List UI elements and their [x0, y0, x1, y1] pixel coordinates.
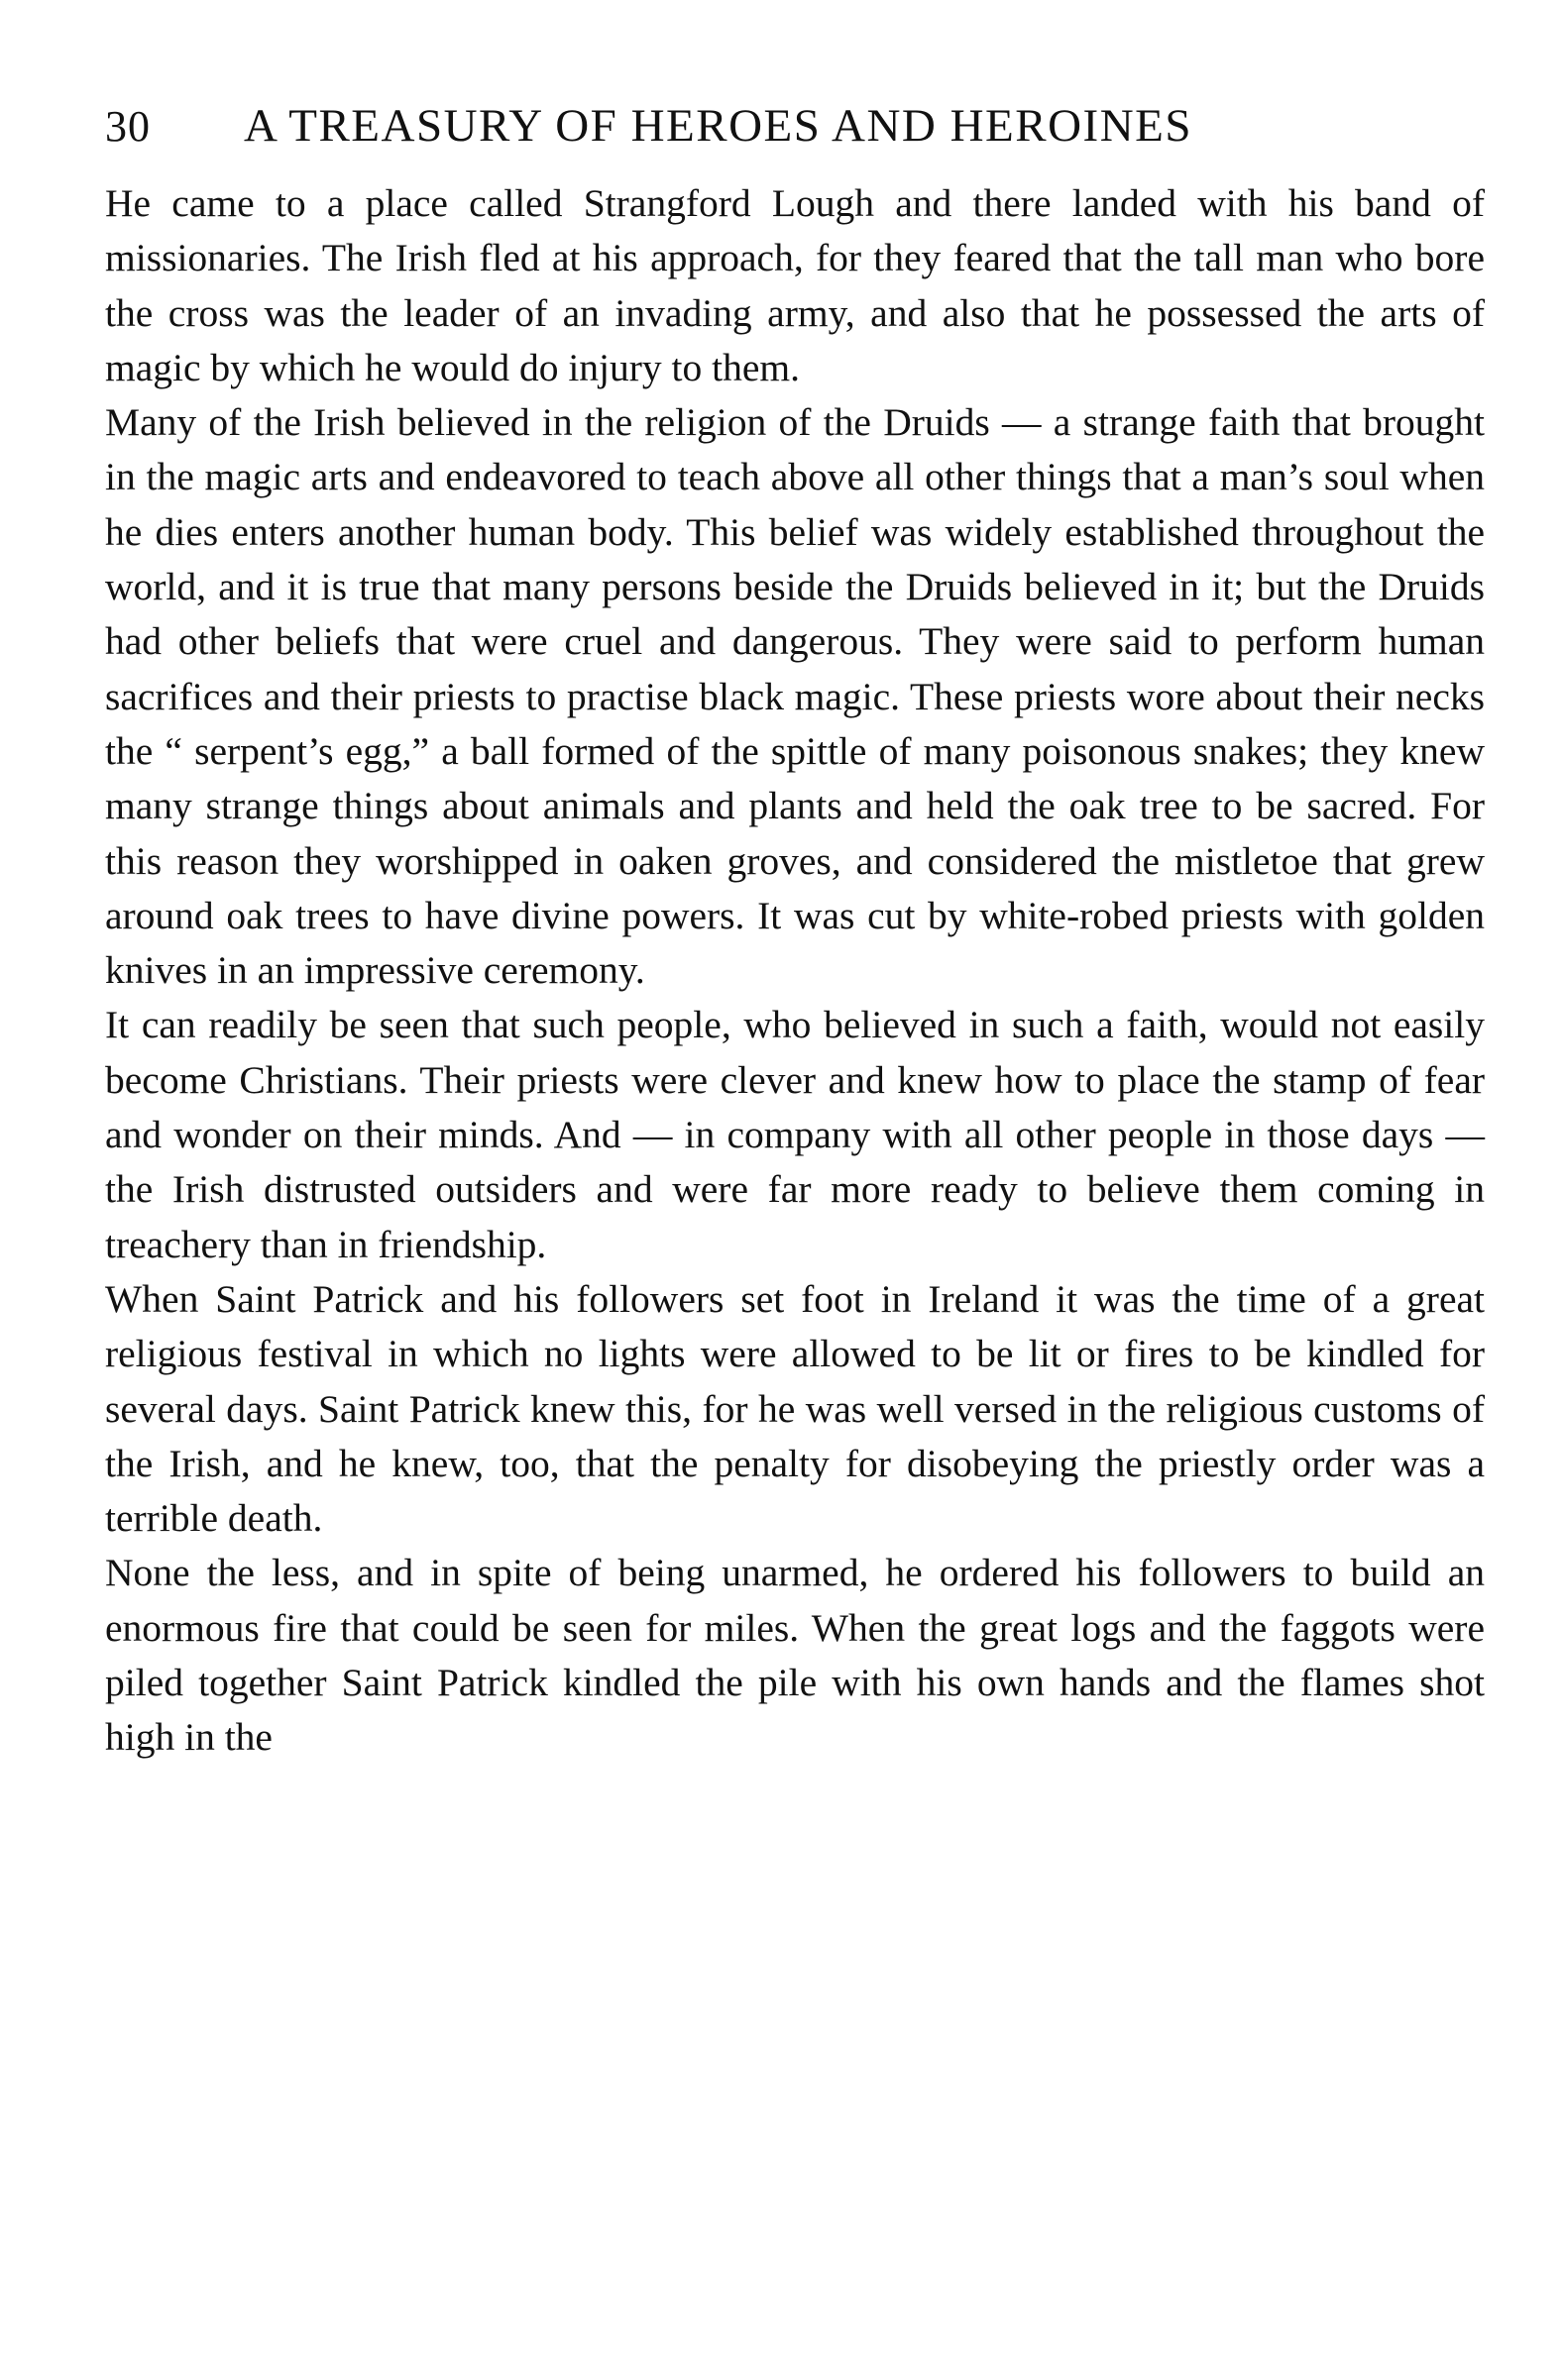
- paragraph-christians: It can readily be seen that such people, who believed in such a faith, would not easily become Christians. Their priests were clever and knew how to place the stamp of fear and wonder on their minds. And — in company with all other people in those days — the Irish distrusted outsiders and were far more ready to believe them coming in treachery than in friendship.: [105, 1003, 1485, 1266]
- paragraph-festival: When Saint Patrick and his followers set foot in Ireland it was the time of a great religious festival in which no lights were allowed to be lit or fires to be kindled for several days. Saint Patrick knew this, for he was well versed in the religious customs of the Irish, and he knew, too, that the penalty for disobeying the priestly order was a terrible death.: [105, 1276, 1485, 1541]
- paragraph-fire: None the less, and in spite of being unarmed, he ordered his followers to build an enormous fire that could be seen for miles. When the great logs and the faggots were piled together Saint Patrick kindled the pile with his own hands and the flames shot high in the: [105, 1551, 1485, 1760]
- page-number: 30: [105, 102, 151, 151]
- paragraph-strangford-lough: He came to a place called Strangford Lough and there landed with his band of missionaries. The Irish fled at his approach, for they feared that the tall man who bore the cross was the leader of an invading army, and also that he possessed the arts of magic by which he would do injury to them.: [105, 181, 1485, 389]
- running-head: [105, 99, 1485, 168]
- running-title: A TREASURY OF HEROES AND HEROINES: [244, 100, 1192, 152]
- paragraph-druids: Many of the Irish believed in the religion of the Druids — a strange faith that brought in the magic arts and endeavored to teach above all other things that a man’s soul when he dies enters another human body. This belief was widely established throughout the world, and it is true that many persons beside the Druids believed in it; but the Druids had other beliefs that were cruel and dangerous. They were said to perform human sacrifices and their priests to practise black magic. These priests wore about their necks the “ serpent’s egg,” a ball formed of the spittle of many poisonous snakes; they knew many strange things about animals and plants and held the oak tree to be sacred. For this reason they worshipped in oaken groves, and considered the mistletoe that grew around oak trees to have divine powers. It was cut by white-robed priests with golden knives in an impressive ceremony.: [105, 400, 1485, 993]
- book-page: [105, 99, 1485, 1766]
- body-text: [105, 176, 1485, 1766]
